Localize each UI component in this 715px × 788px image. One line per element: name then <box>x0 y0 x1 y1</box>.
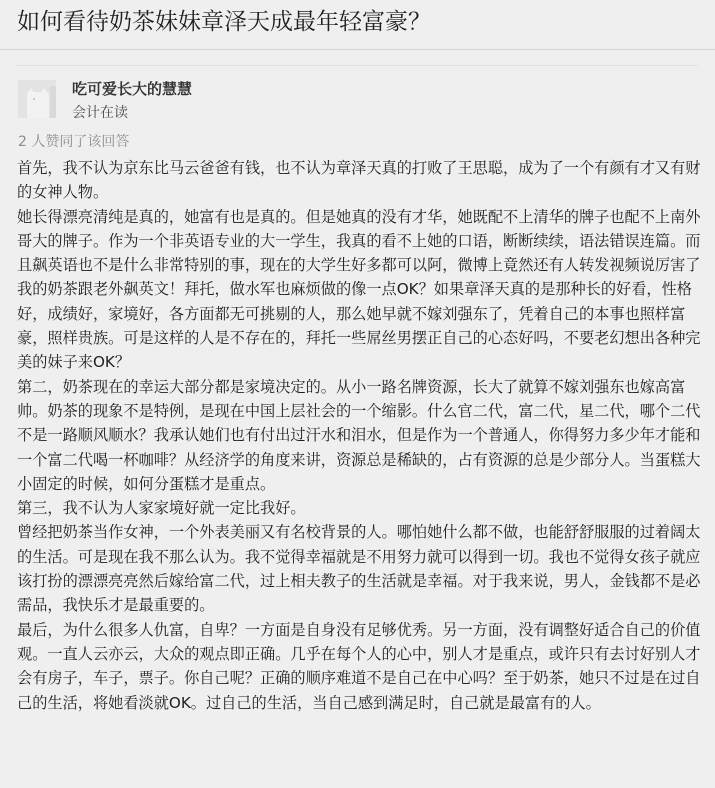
avatar-side-shade <box>50 86 56 118</box>
answer-paragraph: 首先，我不认为京东比马云爸爸有钱，也不认为章泽天真的打败了王思聪，成为了一个有颜有才又有财的女神人物。 <box>17 159 701 202</box>
answer-paragraph: 她长得漂亮清纯是真的，她富有也是真的。但是她真的没有才华，她既配不上清华的牌子也配不上南外哥大的牌子。作为一个非英语专业的大一学生，我真的看不上她的口语，断断续续，语法错误连篇。而且飙英语也不是什么非常特别的事，现在的大学生好多都可以阿，微博上竟然还有人转发视频说厉害了我的奶茶跟老外飙英文！拜托，做水军也麻烦做的像一点OK？如果章泽天真的是那种长的好看，性格好，成绩好，家境好，各方面都无可挑剔的人，那么她早就不嫁刘强东了，凭着自己的本事也照样富豪，照样贵族。可是这样的人是不存在的，拜托一些屌丝男摆正自己的心态好吗，不要老幻想出各种完美的妹子来OK？ <box>17 207 701 372</box>
cat-avatar-icon[interactable] <box>18 80 56 118</box>
answer-body <box>17 156 703 715</box>
answer-paragraph: 第二，奶茶现在的幸运大部分都是家境决定的。从小一路名牌资源，长大了就算不嫁刘强东也嫁高富帅。奶茶的现象不是特例，是现在中国上层社会的一个缩影。什么官二代，富二代，星二代，哪个二代不是一路顺风顺水？我承认她们也有付出过汗水和泪水，但是作为一个普通人，你得努力多少年才能和一个富二代喝一杯咖啡？从经济学的角度来讲，资源总是稀缺的，占有资源的总是少部分人。当蛋糕大小固定的时候，如何分蛋糕才是重点。 <box>17 377 701 493</box>
answer-paragraph: 最后，为什么很多人仇富，自卑？一方面是自身没有足够优秀。另一方面，没有调整好适合自己的价值观。一直人云亦云，大众的观点即正确。几乎在每个人的心中，别人才是重点，或许只有去讨好别人才会有房子，车子，票子。你自己呢？正确的顺序难道不是自己在中心吗？至于奶茶，她只不过是在过自己的生活，将她看淡就OK。过自己的生活，当自己感到满足时，自己就是最富有的人。 <box>17 620 701 712</box>
cat-body <box>27 92 49 118</box>
cat-eye <box>33 98 35 100</box>
vote-count[interactable]: 2 人赞同了该回答 <box>18 134 130 150</box>
author-bio: 会计在读 <box>72 105 128 121</box>
author-info <box>72 80 192 122</box>
author-name[interactable]: 吃可爱长大的慧慧 <box>72 80 193 98</box>
answer-author <box>18 80 192 122</box>
answer-divider <box>16 65 698 66</box>
title-divider <box>0 49 715 50</box>
answer-paragraph: 第三，我不认为人家家境好就一定比我好。 <box>17 499 306 518</box>
question-title[interactable]: 如何看待奶茶妹妹章泽天成最年轻富豪？ <box>17 9 431 35</box>
answer-paragraph: 曾经把奶茶当作女神，一个外表美丽又有名校背景的人。哪怕她什么都不做，也能舒舒服服的过着阔太的生活。可是现在我不那么认为。我不觉得幸福就是不用努力就可以得到一切。我也不觉得女孩子就应该打扮的漂漂亮亮然后嫁给富二代，过上相夫教子的生活就是幸福。对于我来说，男人，金钱都不是必需品，我快乐才是最重要的。 <box>17 523 701 615</box>
